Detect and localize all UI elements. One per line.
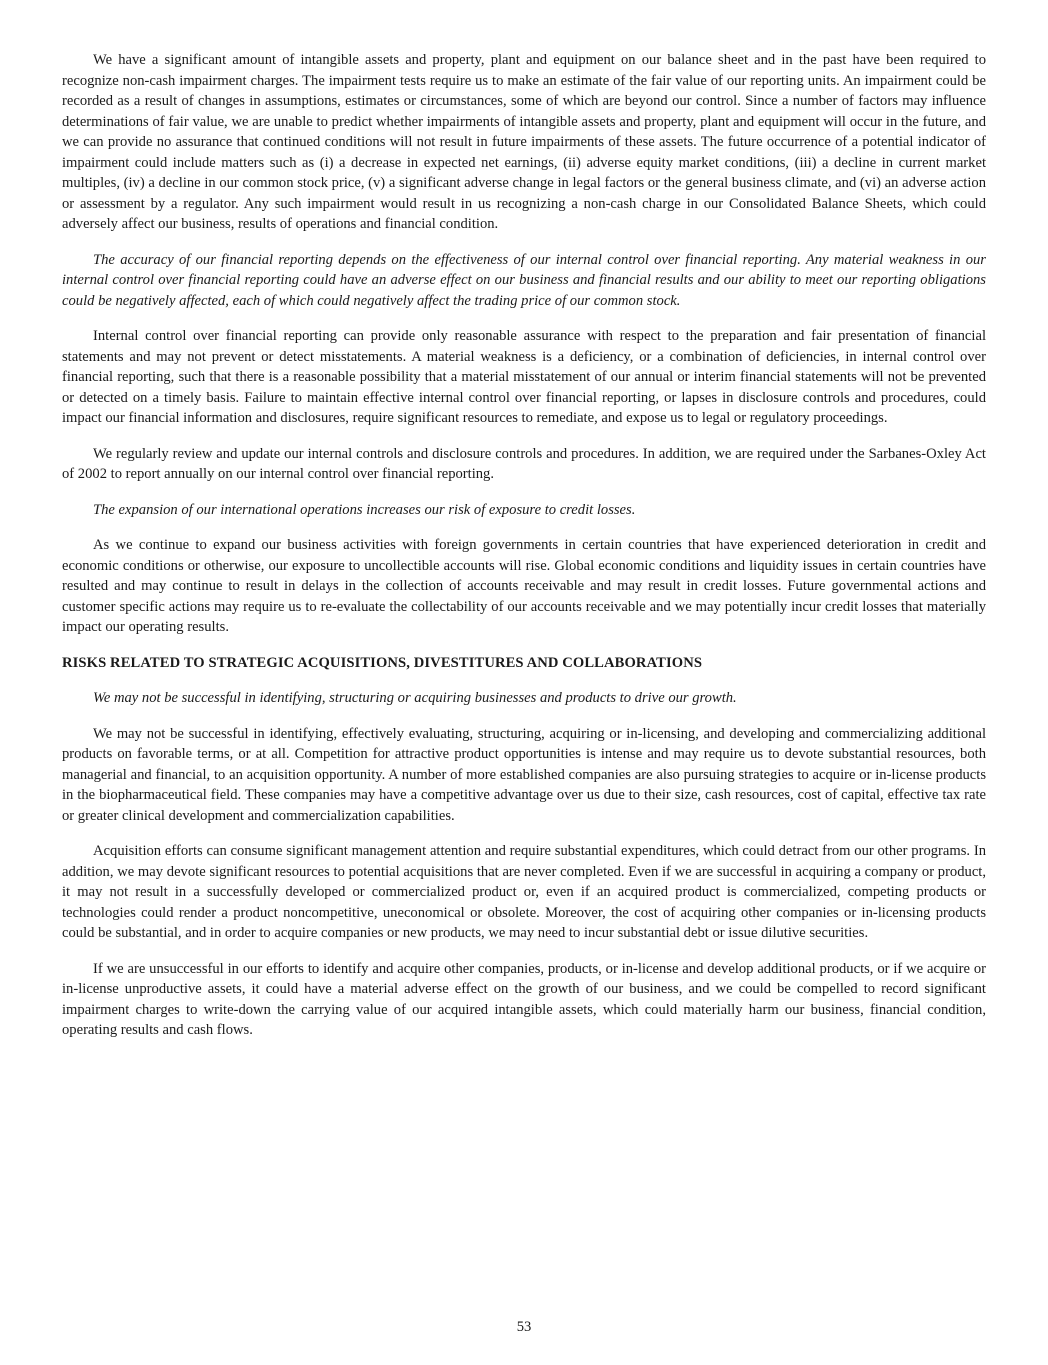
section-heading-acquisitions: RISKS RELATED TO STRATEGIC ACQUISITIONS, DIVESTITURES AND COLLABORATIONS: [62, 654, 703, 671]
paragraph-foreign-governments: As we continue to expand our business activities with foreign governments in certain countries that have experienced deterioration in credit and economic conditions or otherwise, our exposure to uncollectible accounts will rise. Global economic conditions and liquidity issues in certain countries have resulted and may continue to result in delays in the collection of accounts receivable and may result in credit losses. Future governmental actions and customer specific actions may require us to re-evaluate the collectability of our accounts receivable and we may potentially incur credit losses that materially impact our operating results.: [62, 537, 986, 635]
risk-title-acquisitions: We may not be successful in identifying, structuring or acquiring businesses and products to drive our growth.: [93, 690, 737, 706]
paragraph-acquisition-efforts: Acquisition efforts can consume significant management attention and require substantial expenditures, which could detract from our other programs. In addition, we may devote significant resources to potential acquisitions that are never completed. Even if we are successful in acquiring a company or product, it may not result in a successfully developed or commercialized product or, even if an acquired product is commercialized, competing products or technologies could render a product noncompetitive, uneconomical or obsolete. Moreover, the cost of acquiring other companies or in-licensing products could be substantial, and in order to acquire companies or new products, we may need to incur substantial debt or issue dilutive securities.: [62, 843, 986, 941]
paragraph-unsuccessful-efforts: If we are unsuccessful in our efforts to identify and acquire other companies, products, or in-license and develop additional products, or if we acquire or in-license unproductive assets, it could have a material adverse effect on the growth of our business, and we could be compelled to record significant impairment charges to write-down the carrying value of our acquired intangible assets, which could materially harm our business, financial condition, operating results and cash flows.: [62, 960, 986, 1038]
risk-title-financial-reporting: The accuracy of our financial reporting depends on the effectiveness of our internal control over financial reporting. Any material weakness in our internal control over financial reporting could have an adverse effect on our business and financial results and our ability to meet our reporting obligations could be negatively affected, each of which could negatively affect the trading price of our common stock.: [62, 251, 986, 309]
page-number: 53: [516, 1319, 532, 1335]
paragraph-sarbanes-oxley: We regularly review and update our internal controls and disclosure controls and procedures. In addition, we are required under the Sarbanes-Oxley Act of 2002 to report annually on our internal control over financial reporting.: [62, 445, 986, 482]
paragraph-impairment: We have a significant amount of intangible assets and property, plant and equipment on our balance sheet and in the past have been required to recognize non-cash impairment charges. The impairment tests require us to make an estimate of the fair value of our reporting units. An impairment could be recorded as a result of changes in assumptions, estimates or circumstances, some of which are beyond our control. Since a number of factors may influence determinations of fair value, we are unable to predict whether impairments of intangible assets and property, plant and equipment will occur in the future, and we can provide no assurance that continued conditions will not result in future impairments of these assets. The future occurrence of a potential indicator of impairment could include matters such as (i) a decrease in expected net earnings, (ii) adverse equity market conditions, (iii) a decline in current market multiples, (iv) a decline in our common stock price, (v) a significant adverse change in legal factors or the general business climate, and (vi) an adverse action or assessment by a regulator. Any such impairment would result in us recognizing a non-cash charge in our Consolidated Balance Sheets, which could adversely affect our business, results of operations and financial condition.: [62, 52, 986, 232]
document-page: [62, 50, 986, 1056]
risk-title-credit-losses: The expansion of our international operations increases our risk of exposure to credit losses.: [93, 501, 636, 518]
paragraph-internal-control: Internal control over financial reporting can provide only reasonable assurance with respect to the preparation and fair presentation of financial statements and may not prevent or detect misstatements. A material weakness is a deficiency, or a combination of deficiencies, in internal control over financial reporting, such that there is a reasonable possibility that a material misstatement of our annual or interim financial statements will not be prevented or detected on a timely basis. Failure to maintain effective internal control over financial reporting, or lapses in disclosure controls and procedures, could impact our financial information and disclosures, require significant resources to remediate, and expose us to legal or regulatory proceedings.: [62, 328, 986, 426]
paragraph-in-licensing: We may not be successful in identifying, effectively evaluating, structuring, acquiring or in-licensing, and developing and commercializing additional products on favorable terms, or at all. Competition for attractive product opportunities is intense and may require us to devote substantial resources, both managerial and financial, to an acquisition opportunity. A number of more established companies are also pursuing strategies to acquire or in-license products in the biopharmaceutical field. These companies may have a competitive advantage over us due to their size, cash resources, cost of capital, effective tax rate or greater clinical development and commercialization capabilities.: [62, 725, 986, 824]
